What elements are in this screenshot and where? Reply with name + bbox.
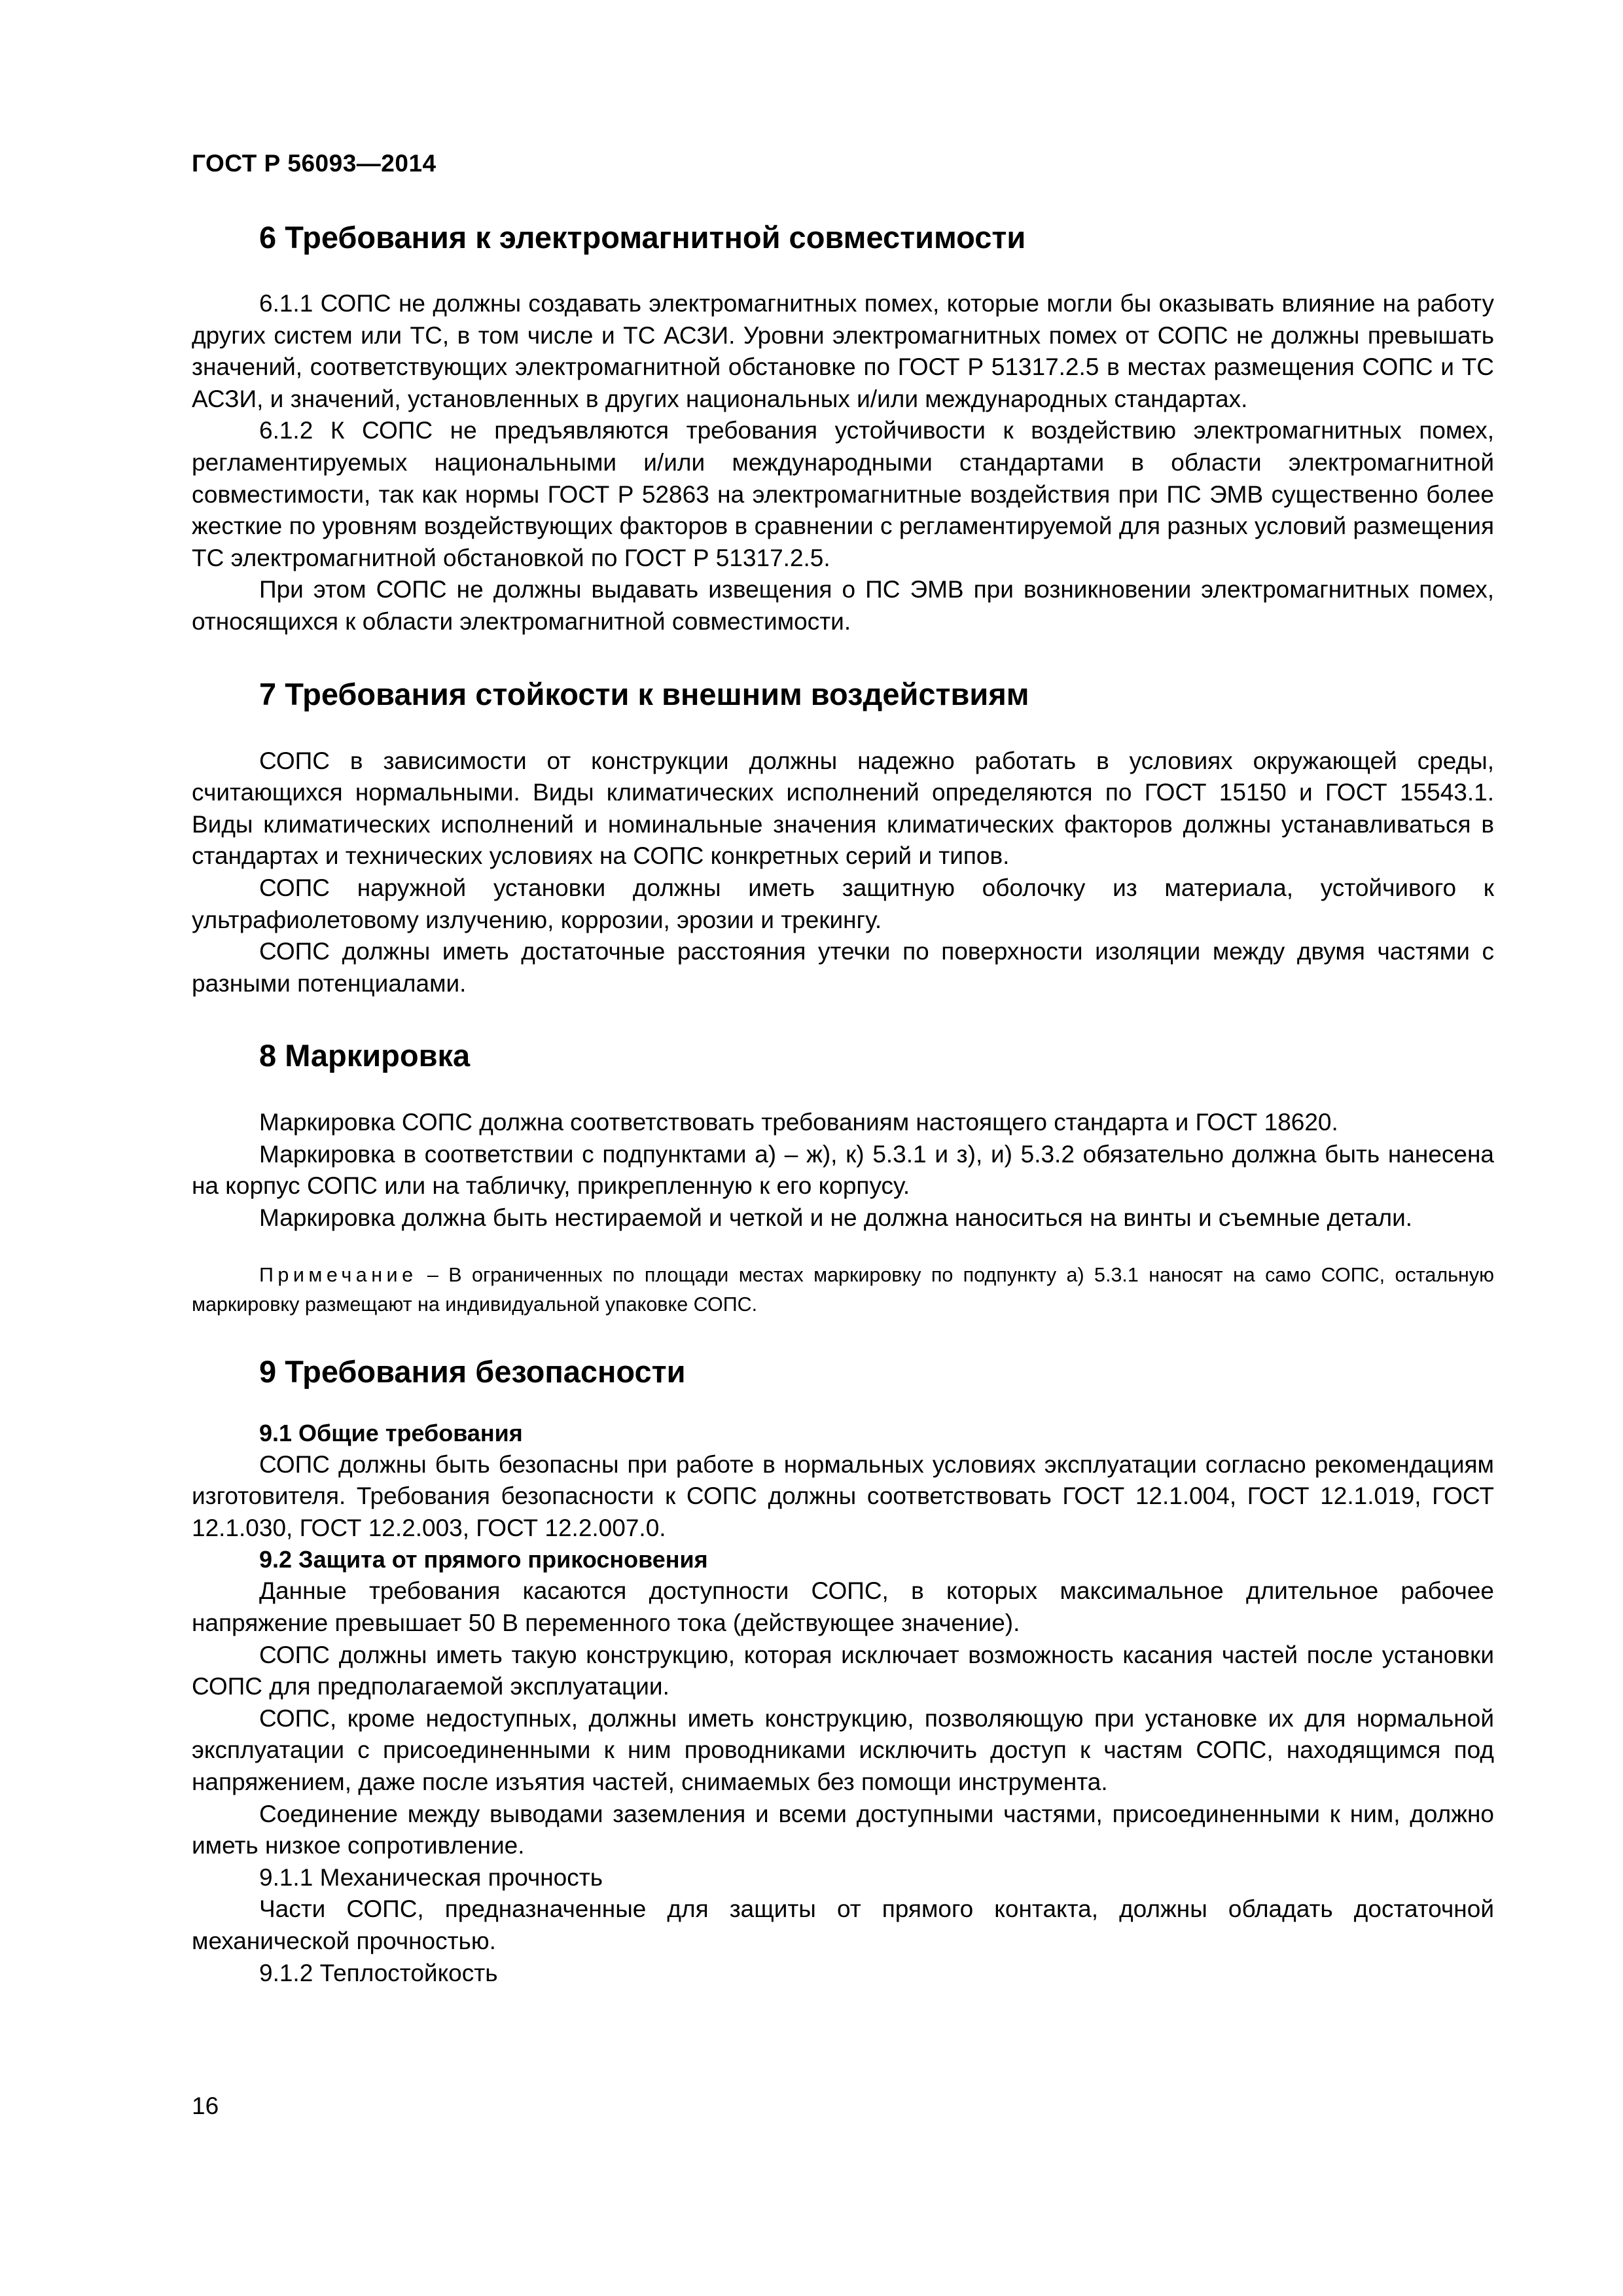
section-9-paragraph-3: СОПС должны иметь такую конструкцию, которая исключает возможность касания частей после установки СОПС для предполагаемой эксплуатации.	[192, 1641, 1494, 1700]
section-7-paragraph-1: СОПС в зависимости от конструкции должны надежно работать в условиях окружающей среды, считающихся нормальными. Виды климатических исполнений определяются по ГОСТ 15150 и ГОСТ 15543.1. Виды климатических исполнений и номинальные значения климатических факторов должны устанавливаться в стандартах и технических условиях на СОПС конкретных серий и типов.	[192, 747, 1494, 870]
section-6-title: 6 Требования к электромагнитной совместимости	[259, 220, 1026, 255]
section-7-paragraph-3: СОПС должны иметь достаточные расстояния утечки по поверхности изоляции между двумя частями с разными потенциалами.	[192, 938, 1494, 997]
section-7-paragraph-2: СОПС наружной установки должны иметь защитную оболочку из материала, устойчивого к ультрафиолетовому излучению, коррозии, эрозии и трекингу.	[192, 874, 1494, 933]
section-9-paragraph-4: СОПС, кроме недоступных, должны иметь конструкцию, позволяющую при установке их для нормальной эксплуатации с присоединенными к ним проводниками исключить доступ к частям СОПС, находящимся под напряжением, даже после изъятия частей, снимаемых без помощи инструмента.	[192, 1704, 1494, 1795]
section-6-paragraph-2: 6.1.2 К СОПС не предъявляются требования устойчивости к воздействию электромагнитных помех, регламентируемых национальными и/или международными стандартами в области электромагнитной совместимости, так как нормы ГОСТ Р 52863 на электромагнитные воздействия при ПС ЭМВ существенно более жесткие по уровням воздействующих факторов в сравнении с регламентируемой для разных условий размещения ТС электромагнитной обстановкой по ГОСТ Р 51317.2.5.	[192, 417, 1494, 571]
section-8-paragraph-3: Маркировка должна быть нестираемой и четкой и не должна наноситься на винты и съемные детали.	[259, 1204, 1413, 1232]
section-9-title: 9 Требования безопасности	[259, 1354, 686, 1389]
subsection-9-1-title: 9.1 Общие требования	[259, 1419, 523, 1446]
document-page	[192, 147, 1494, 1989]
section-6-paragraph-3: При этом СОПС не должны выдавать извещения о ПС ЭМВ при возникновении электромагнитных помех, относящихся к области электромагнитной совместимости.	[192, 576, 1494, 635]
section-8-paragraph-1: Маркировка СОПС должна соответствовать требованиям настоящего стандарта и ГОСТ 18620.	[259, 1109, 1338, 1136]
page-number: 16	[192, 2092, 219, 2119]
section-8-title: 8 Маркировка	[259, 1038, 471, 1073]
section-8-paragraph-2: Маркировка в соответствии с подпунктами а) – ж), к) 5.3.1 и з), и) 5.3.2 обязательно должна быть нанесена на корпус СОПС или на табличку, прикрепленную к его корпусу.	[192, 1140, 1494, 1200]
note-text: – В ограниченных по площади местах маркировку по подпункту а) 5.3.1 наносят на само СОПС, остальную маркировку размещают на индивидуальной упаковке СОПС.	[192, 1263, 1494, 1316]
note-label: Примечание	[259, 1263, 418, 1286]
clause-9-1-2-title: 9.1.2 Теплостойкость	[259, 1959, 498, 1986]
section-7-title: 7 Требования стойкости к внешним воздействиям	[259, 676, 1029, 711]
section-8-note	[192, 1261, 1494, 1319]
document-header: ГОСТ Р 56093—2014	[192, 150, 437, 177]
section-9-paragraph-2: Данные требования касаются доступности СОПС, в которых максимальное длительное рабочее напряжение превышает 50 В переменного тока (действующее значение).	[192, 1577, 1494, 1637]
section-6-paragraph-1: 6.1.1 СОПС не должны создавать электромагнитных помех, которые могли бы оказывать влияние на работу других систем или ТС, в том числе и ТС АСЗИ. Уровни электромагнитных помех от СОПС не должны превышать значений, соответствующих электромагнитной обстановке по ГОСТ Р 51317.2.5 в местах размещения СОПС и ТС АСЗИ, и значений, установленных в других национальных и/или международных стандартах.	[192, 290, 1494, 412]
subsection-9-2-title: 9.2 Защита от прямого прикосновения	[259, 1546, 708, 1573]
section-9-paragraph-5: Соединение между выводами заземления и всеми доступными частями, присоединенными к ним, должно иметь низкое сопротивление.	[192, 1800, 1494, 1859]
section-9-paragraph-7: Части СОПС, предназначенные для защиты от прямого контакта, должны обладать достаточной механической прочностью.	[192, 1895, 1494, 1954]
clause-9-1-1-title: 9.1.1 Механическая прочность	[259, 1863, 603, 1891]
section-9-paragraph-1: СОПС должны быть безопасны при работе в нормальных условиях эксплуатации согласно рекомендациям изготовителя. Требования безопасности к СОПС должны соответствовать ГОСТ 12.1.004, ГОСТ 12.1.019, ГОСТ 12.1.030, ГОСТ 12.2.003, ГОСТ 12.2.007.0.	[192, 1450, 1494, 1541]
